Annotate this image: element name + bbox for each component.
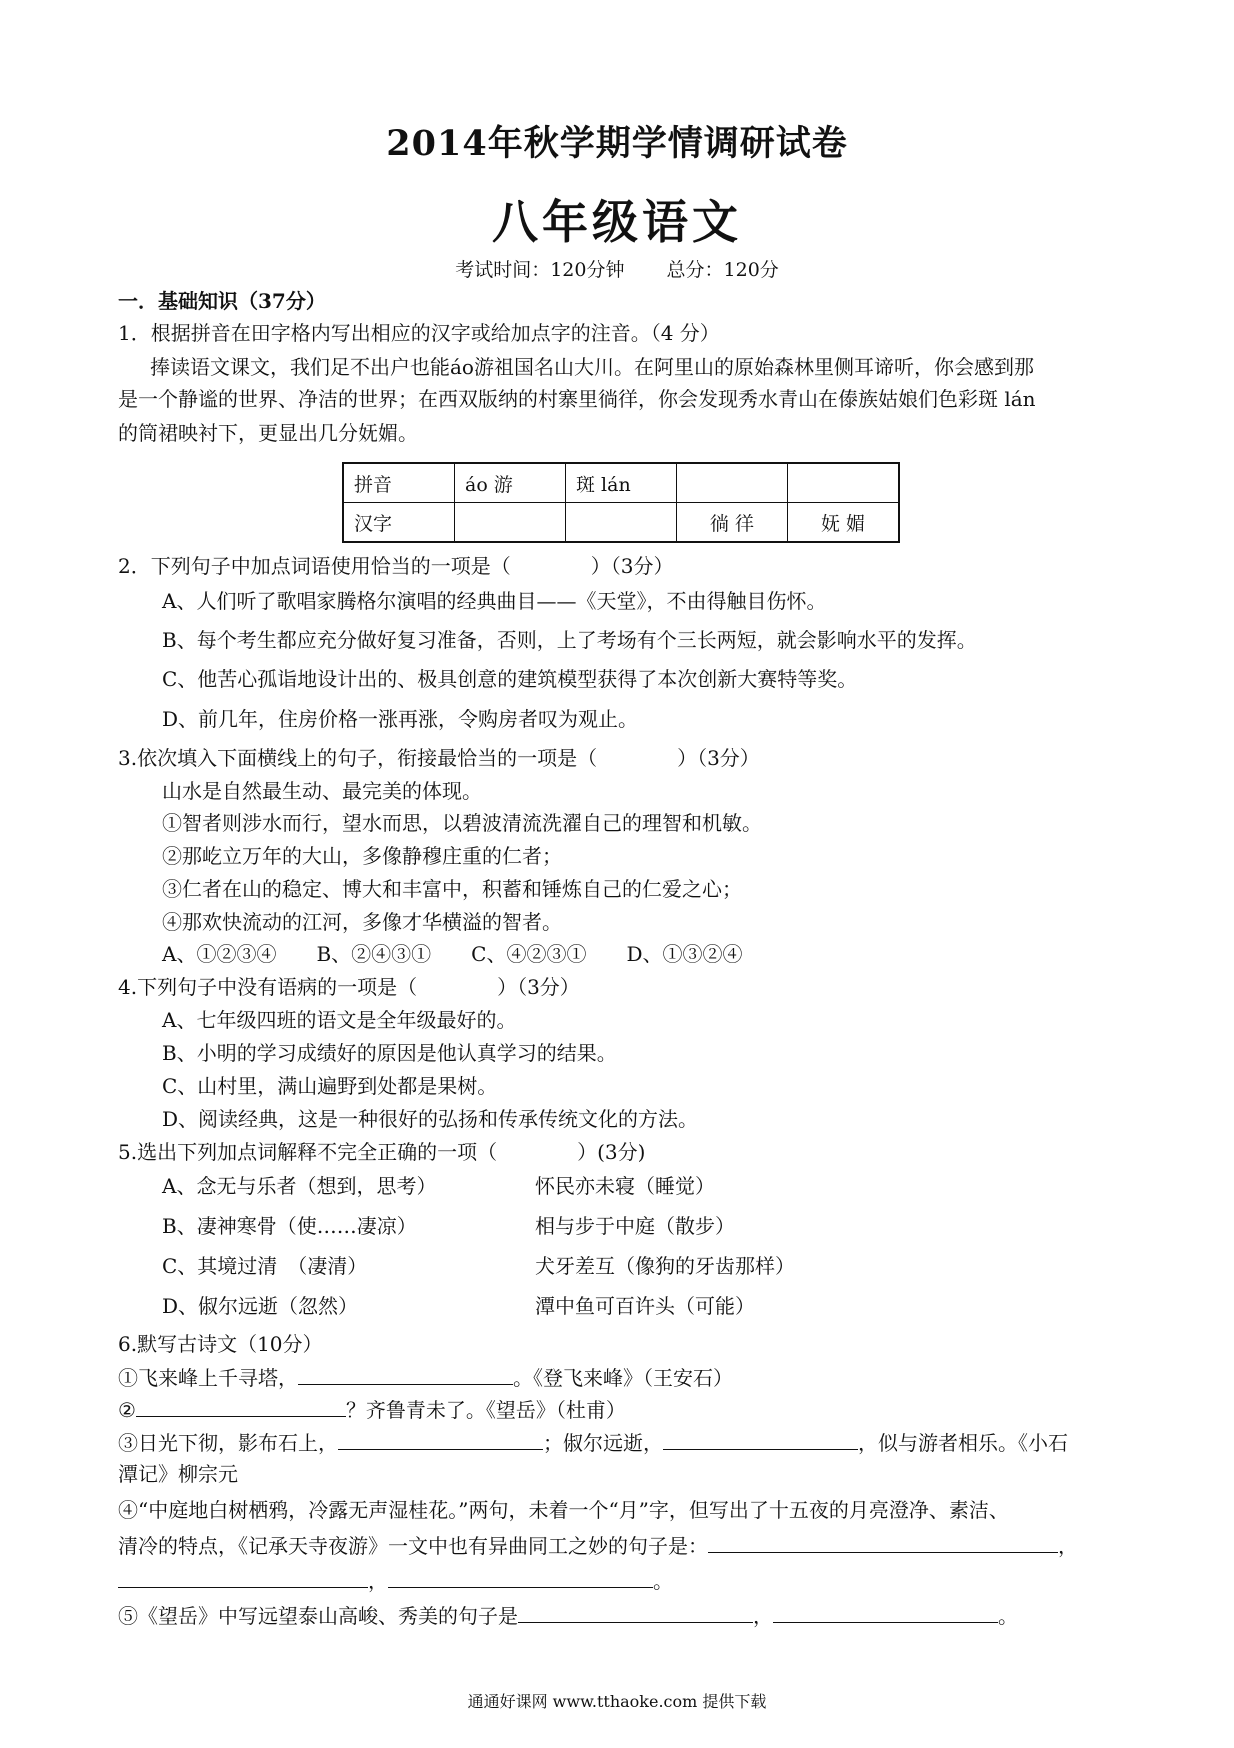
exam-score: 总分：120分	[666, 259, 779, 281]
q5-option-c2: 犬牙差互（像狗的牙齿那样）	[535, 1254, 795, 1278]
answer-blank[interactable]	[118, 1567, 368, 1588]
table-cell: 徜 徉	[677, 503, 788, 543]
q6-line4-text: ，	[1058, 1534, 1078, 1558]
q1-passage-line1: 捧读语文课文，我们足不出户也能áo游祖国名山大川。在阿里山的原始森林里侧耳谛听，你会感到那	[150, 355, 1034, 379]
exam-time: 考试时间：120分钟	[455, 259, 625, 281]
pinyin-table	[342, 462, 900, 543]
q1-passage-line2: 是一个静谧的世界、净洁的世界；在西双版纳的村寨里徜徉，你会发现秀水青山在傣族姑娘们色彩斑 lán	[118, 387, 1036, 411]
footer-source: 通通好课网 www.tthaoke.com 提供下载	[467, 1692, 767, 1711]
q5-option-d1: D、俶尔远逝（忽然）	[162, 1294, 359, 1318]
table-cell: 拼音	[343, 463, 455, 503]
q6-line3	[118, 1429, 1068, 1456]
q5-option-c1: C、其境过清 （凄清）	[162, 1254, 368, 1278]
q5-option-a1: A、念无与乐者（想到，思考）	[162, 1174, 437, 1198]
answer-blank[interactable]	[708, 1532, 1058, 1553]
q2-option-d: D、前几年，住房价格一涨再涨，令购房者叹为观止。	[162, 707, 639, 731]
q3-sentence: ①智者则涉水而行，望水而思，以碧波清流洗濯自己的理智和机敏。	[162, 811, 762, 835]
table-cell: 汉字	[343, 503, 455, 543]
q6-line4-answers	[118, 1567, 673, 1594]
table-cell	[566, 503, 677, 543]
table-cell: 斑 lán	[566, 463, 677, 503]
answer-blank[interactable]	[663, 1429, 858, 1450]
q6-line1	[118, 1364, 733, 1391]
q4-option-b: B、小明的学习成绩好的原因是他认真学习的结果。	[162, 1041, 617, 1065]
answer-blank[interactable]	[773, 1602, 998, 1623]
answer-blank[interactable]	[338, 1429, 543, 1450]
table-cell: 妩 媚	[788, 503, 900, 543]
q6-line4-text: ，	[368, 1569, 388, 1593]
q4-option-a: A、七年级四班的语文是全年级最好的。	[162, 1008, 517, 1032]
q3-sentence: 山水是自然最生动、最完美的体现。	[162, 779, 482, 803]
answer-blank[interactable]	[298, 1364, 513, 1385]
q6-line4-cont	[118, 1532, 1078, 1559]
table-row	[343, 503, 899, 543]
table-cell	[455, 503, 566, 543]
q6-line2-text: ②	[118, 1398, 136, 1422]
table-cell	[788, 463, 900, 503]
subject-title: 八年级语文	[492, 195, 742, 249]
q5-stem: 5.选出下列加点词解释不完全正确的一项（ ）(3分)	[118, 1140, 646, 1164]
q2-stem: 2．下列句子中加点词语使用恰当的一项是（ ）（3分）	[118, 554, 674, 578]
exam-meta	[0, 255, 1234, 282]
exam-title: 2014年秋学期学情调研试卷	[386, 123, 848, 164]
q6-line2-text: ？齐鲁青未了。《望岳》（杜甫）	[345, 1398, 626, 1422]
q6-line3-text: ③日光下彻，影布石上，	[118, 1431, 338, 1455]
q4-stem: 4.下列句子中没有语病的一项是（ ）（3分）	[118, 975, 580, 999]
q6-line3-cont: 潭记》柳宗元	[118, 1462, 238, 1486]
q3-stem: 3.依次填入下面横线上的句子，衔接最恰当的一项是（ ）（3分）	[118, 746, 760, 770]
q6-line3-text: ；俶尔远逝，	[543, 1431, 663, 1455]
q6-line4: ④“中庭地白树栖鸦，冷露无声湿桂花。”两句，未着一个“月”字，但写出了十五夜的月亮澄净、素洁、	[118, 1498, 1009, 1522]
q4-option-c: C、山村里，满山遍野到处都是果树。	[162, 1074, 498, 1098]
q6-stem: 6.默写古诗文（10分）	[118, 1332, 323, 1356]
q4-option-d: D、阅读经典，这是一种很好的弘扬和传承传统文化的方法。	[162, 1107, 699, 1131]
q6-line4-text: 清冷的特点，《记承天寺夜游》一文中也有异曲同工之妙的句子是：	[118, 1534, 708, 1558]
q6-line3-text: ，似与游者相乐。《小石	[858, 1431, 1068, 1455]
q6-line5-text: ，	[753, 1604, 773, 1628]
table-row	[343, 463, 899, 503]
q1-stem: 1．根据拼音在田字格内写出相应的汉字或给加点字的注音。（4 分）	[118, 321, 720, 345]
q2-option-c: C、他苦心孤诣地设计出的、极具创意的建筑模型获得了本次创新大赛特等奖。	[162, 667, 858, 691]
q2-option-a: A、人们听了歌唱家腾格尔演唱的经典曲目——《天堂》，不由得触目伤怀。	[162, 589, 827, 613]
q3-sentence: ②那屹立万年的大山，多像静穆庄重的仁者；	[162, 844, 562, 868]
table-cell: áo 游	[455, 463, 566, 503]
q6-line5-text: ⑤《望岳》中写远望泰山高峻、秀美的句子是	[118, 1604, 518, 1628]
answer-blank[interactable]	[518, 1602, 753, 1623]
q1-passage-line3: 的筒裙映衬下，更显出几分妩媚。	[118, 421, 418, 445]
q3-options: A、①②③④ B、②④③① C、④②③① D、①③②④	[162, 942, 743, 966]
q6-line5	[118, 1602, 1018, 1629]
section-title: 一．基础知识（37分）	[118, 289, 326, 313]
q6-line2	[118, 1396, 626, 1423]
q5-option-b2: 相与步于中庭（散步）	[535, 1214, 735, 1238]
q6-line1-text: 。《登飞来峰》（王安石）	[513, 1366, 733, 1390]
q3-sentence: ③仁者在山的稳定、博大和丰富中，积蓄和锤炼自己的仁爱之心；	[162, 877, 742, 901]
q3-sentence: ④那欢快流动的江河，多像才华横溢的智者。	[162, 910, 562, 934]
table-cell	[677, 463, 788, 503]
q5-option-a2: 怀民亦未寝（睡觉）	[535, 1174, 715, 1198]
q2-option-b: B、每个考生都应充分做好复习准备，否则，上了考场有个三长两短，就会影响水平的发挥。	[162, 628, 977, 652]
q6-line5-text: 。	[998, 1604, 1018, 1628]
q5-option-b1: B、凄神寒骨（使……凄凉）	[162, 1214, 417, 1238]
q5-option-d2: 潭中鱼可百许头（可能）	[535, 1294, 755, 1318]
q6-line1-text: ①飞来峰上千寻塔，	[118, 1366, 298, 1390]
answer-blank[interactable]	[388, 1567, 653, 1588]
answer-blank[interactable]	[136, 1396, 346, 1417]
q6-line4-text: 。	[653, 1569, 673, 1593]
